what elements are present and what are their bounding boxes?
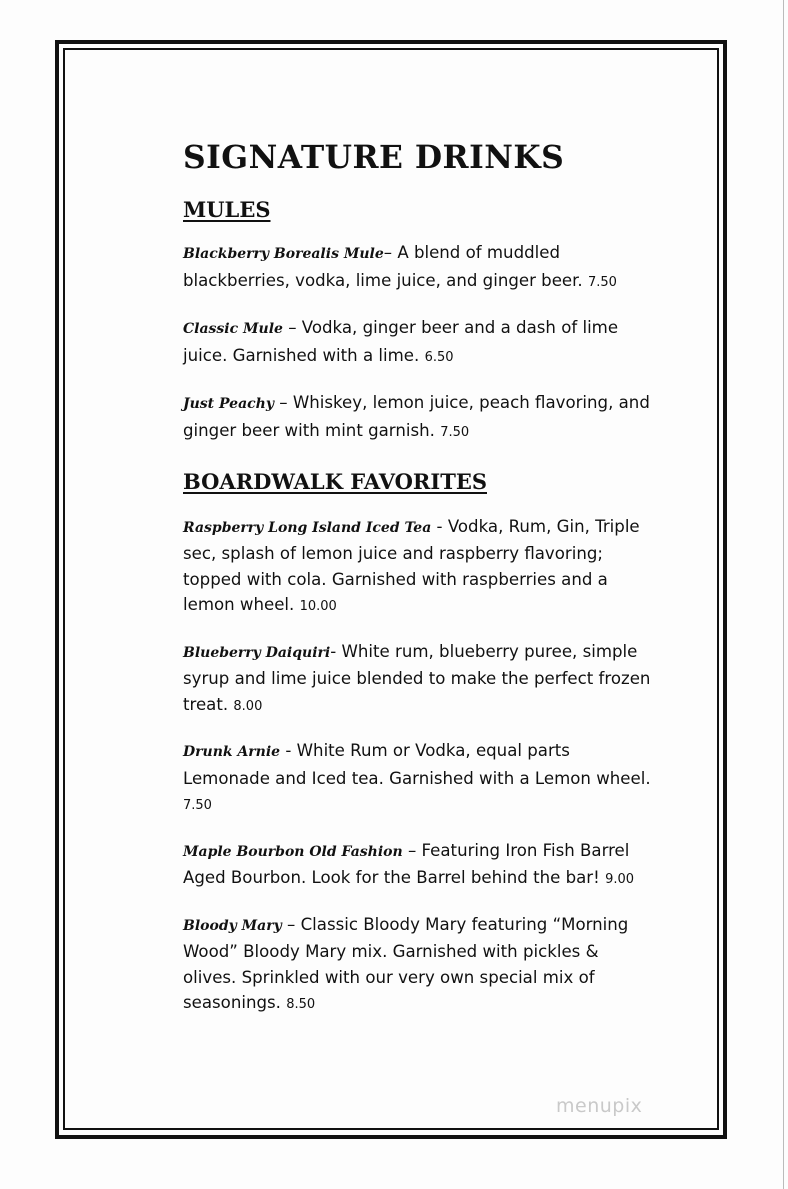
item-separator: - — [280, 741, 297, 761]
watermark: menupix — [556, 1095, 643, 1117]
item-name: Classic Mule — [183, 321, 283, 338]
item-price: 10.00 — [299, 599, 337, 615]
item-description: White Rum or Vodka, equal parts Lemonade and Iced tea. Garnished with a Lemon wheel. — [183, 741, 651, 788]
item-name: Drunk Arnie — [183, 744, 281, 761]
menu-item — [183, 838, 653, 893]
item-price: 6.50 — [424, 349, 454, 365]
item-price: 7.50 — [183, 798, 212, 814]
menu-item — [183, 639, 653, 720]
item-description: Whiskey, lemon juice, peach flavoring, and ginger beer with mint garnish. — [183, 393, 650, 440]
item-separator: – — [282, 318, 302, 338]
item-separator: – — [383, 243, 398, 263]
item-name: Bloody Mary — [183, 917, 282, 934]
menu-item — [183, 240, 653, 295]
item-name: Just Peachy — [183, 396, 274, 413]
item-name: Blackberry Borealis Mule — [183, 246, 384, 263]
menu-item — [183, 738, 653, 819]
item-name: Maple Bourbon Old Fashion — [183, 843, 403, 860]
item-description: Classic Bloody Mary featuring “Morning Wood” Bloody Mary mix. Garnished with pickles & olives. Sprinkled with our very own special mix of seasonings. — [183, 914, 629, 1013]
item-separator: – — [281, 914, 301, 934]
item-description: Featuring Iron Fish Barrel Aged Bourbon. Look for the Barrel behind the bar! — [183, 840, 630, 888]
item-description: Vodka, Rum, Gin, Triple sec, splash of lemon juice and raspberry flavoring; topped with cola. Garnished with raspberries and a lemon wheel. — [183, 516, 640, 615]
item-separator: – — [274, 393, 293, 413]
item-price: 7.50 — [587, 274, 617, 290]
item-price: 8.50 — [286, 997, 316, 1013]
item-separator: – — [402, 840, 422, 860]
item-price: 7.50 — [440, 424, 470, 440]
page-title: SIGNATURE DRINKS — [183, 138, 565, 176]
item-description: White rum, blueberry puree, simple syrup and lime juice blended to make the perfect frozen treat. — [183, 641, 651, 714]
menu-item — [183, 390, 653, 445]
page-edge — [783, 0, 784, 1189]
item-description: A blend of muddled blackberries, vodka, lime juice, and ginger beer. — [183, 243, 583, 290]
menu-item — [183, 514, 653, 620]
item-name: Raspberry Long Island Iced Tea — [183, 519, 432, 536]
menu-content — [183, 140, 653, 1018]
menu-item — [183, 315, 653, 370]
item-description: Vodka, ginger beer and a dash of lime juice. Garnished with a lime. — [183, 318, 619, 365]
item-name: Blueberry Daiquiri — [183, 644, 331, 661]
menu-item — [183, 912, 653, 1018]
section-heading-boardwalk-favorites: BOARDWALK FAVORITES — [183, 469, 487, 495]
item-separator: - — [330, 641, 342, 661]
item-price: 8.00 — [233, 698, 263, 714]
item-separator: - — [431, 516, 448, 536]
section-heading-mules: MULES — [183, 197, 271, 223]
item-price: 9.00 — [605, 872, 635, 888]
